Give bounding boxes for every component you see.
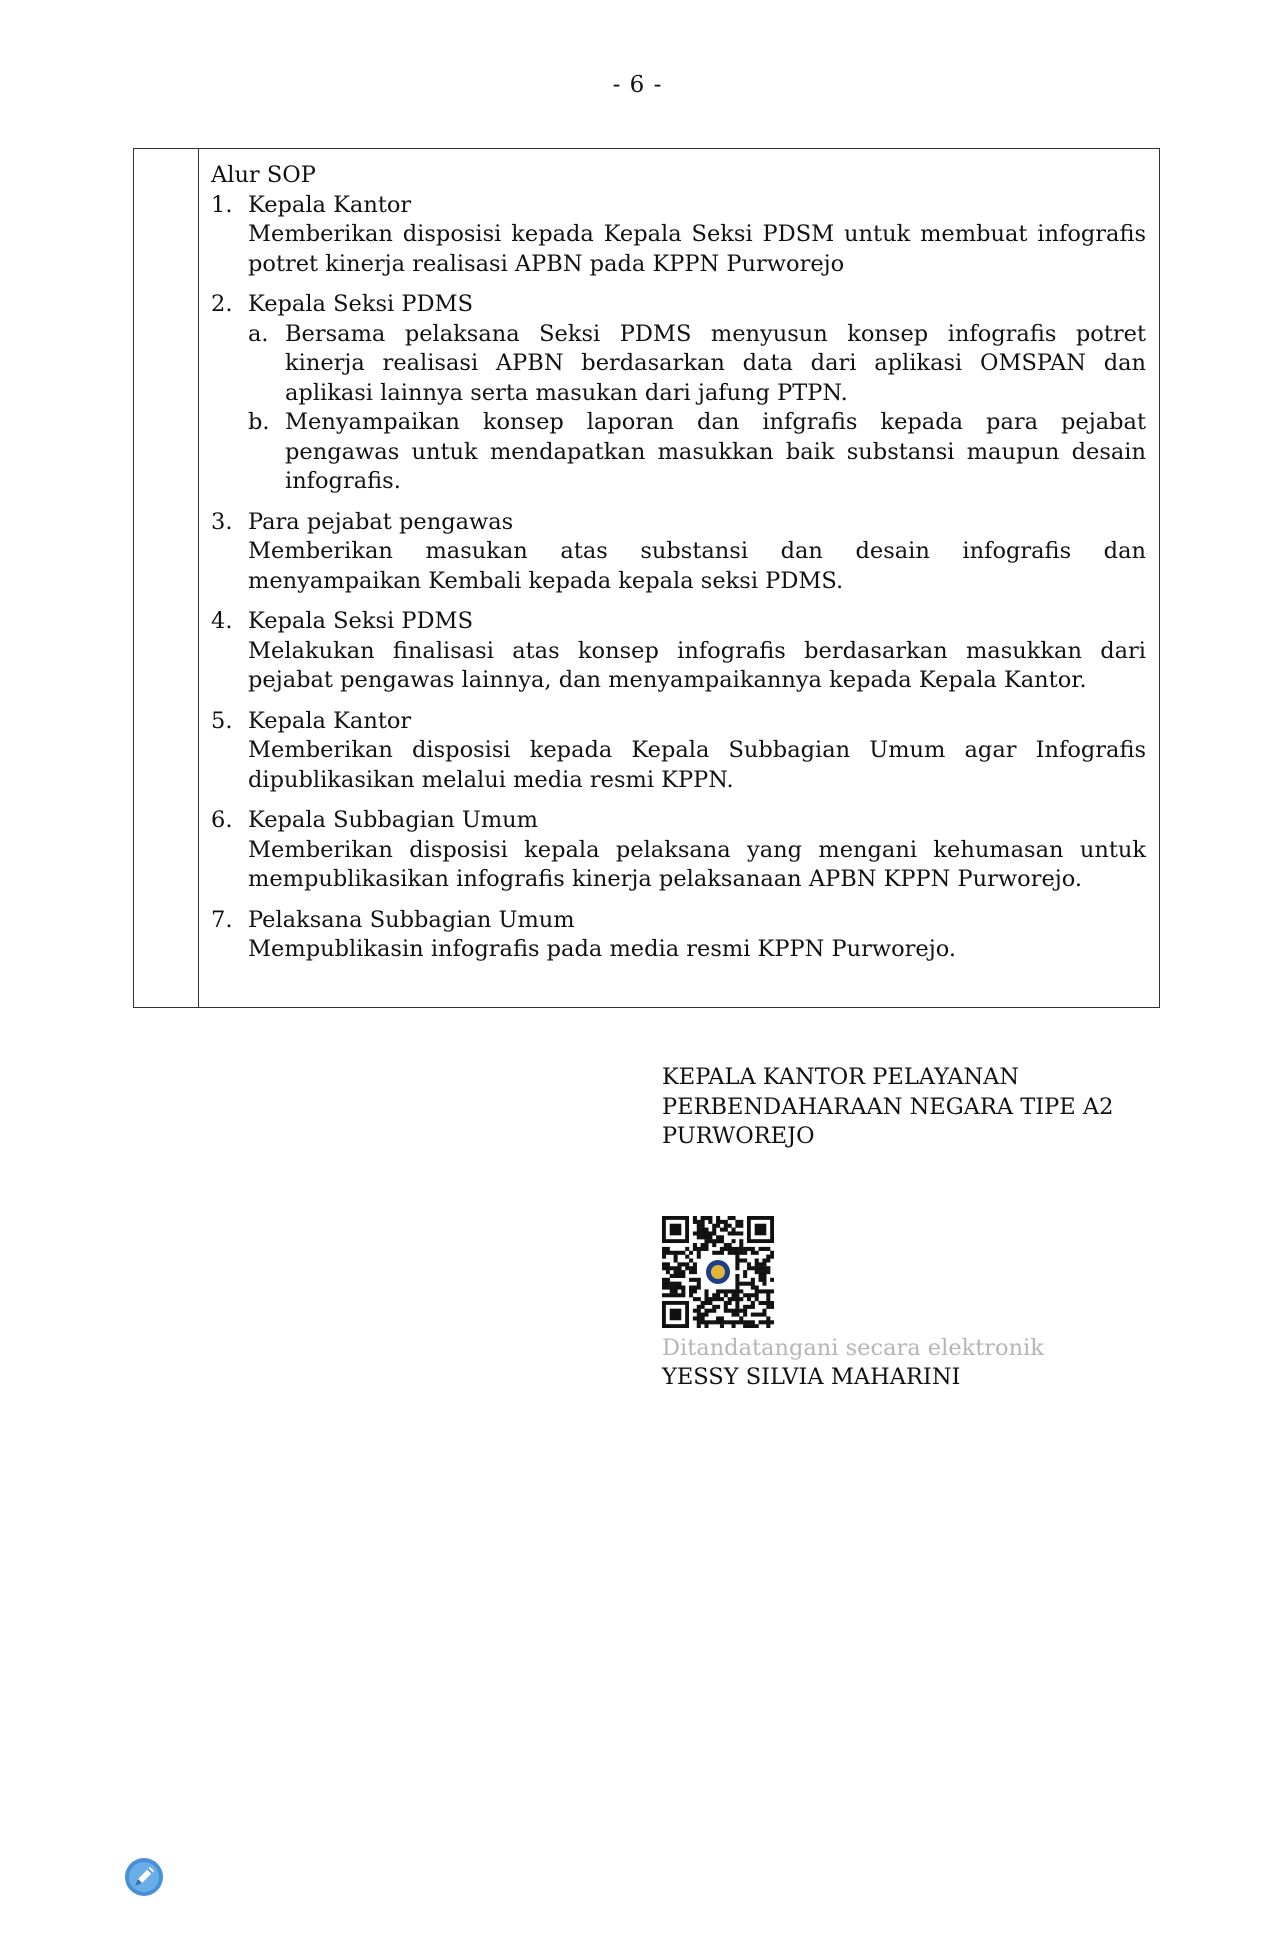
signature-block: [662, 1063, 1142, 1393]
step-description: Memberikan masukan atas substansi dan desain infografis dan menyampaikan Kembali kepada kepala seksi PDMS.: [248, 538, 1146, 594]
sub-item-letter: a.: [248, 320, 269, 347]
qr-code-icon: [662, 1216, 774, 1328]
sop-step: [211, 607, 1146, 696]
step-number: 1.: [211, 191, 233, 218]
step-description: Mempublikasin infografis pada media resmi KPPN Purworejo.: [248, 936, 957, 962]
sub-item-letter: b.: [248, 409, 270, 435]
step-description: Memberikan disposisi kepada Kepala Seksi PDSM untuk membuat infografis potret kinerja realisasi APBN pada KPPN Purworejo: [248, 221, 1146, 277]
sop-step: [211, 191, 1146, 280]
step-actor: Kepala Kantor: [248, 191, 412, 218]
sop-table: [133, 148, 1160, 1008]
step-sub-item: [248, 408, 1146, 497]
signatory-title: [662, 1063, 1142, 1152]
e-sign-note: Ditandatangani secara elektronik: [662, 1334, 1044, 1361]
step-actor: Para pejabat pengawas: [248, 508, 514, 535]
sop-step: [211, 806, 1146, 895]
step-actor: Pelaksana Subbagian Umum: [248, 906, 575, 933]
step-actor: Kepala Seksi PDMS: [248, 608, 473, 634]
sop-step: [211, 707, 1146, 796]
sop-step: [211, 906, 1146, 965]
sop-step: [211, 290, 1146, 497]
signer-name: YESSY SILVIA MAHARINI: [662, 1364, 961, 1390]
signatory-title-line: PURWOREJO: [662, 1123, 815, 1149]
page-number: - 6 -: [612, 72, 663, 98]
signatory-title-line: PERBENDAHARAAN NEGARA TIPE A2: [662, 1093, 1114, 1120]
step-actor: Kepala Kantor: [248, 707, 412, 734]
sop-title: Alur SOP: [211, 162, 316, 188]
step-actor: Kepala Seksi PDMS: [248, 291, 473, 317]
step-number: 5.: [211, 707, 233, 734]
step-description: Memberikan disposisi kepala pelaksana yang mengani kehumasan untuk mempublikasikan infografis kinerja pelaksanaan APBN KPPN Purworejo.: [248, 836, 1146, 892]
sop-content: [211, 161, 1146, 976]
step-sub-list: [248, 320, 1146, 497]
step-number: 2.: [211, 291, 233, 317]
sop-steps: [211, 191, 1146, 965]
step-sub-item: [248, 320, 1146, 409]
step-description: Melakukan finalisasi atas konsep infografis berdasarkan masukkan dari pejabat pengawas lainnya, dan menyampaikannya kepada Kepala Kantor.: [248, 637, 1146, 693]
sub-item-text: Bersama pelaksana Seksi PDMS menyusun konsep infografis potret kinerja realisasi APBN berdasarkan data dari aplikasi OMSPAN dan aplikasi lainnya serta masukan dari jafung PTPN.: [285, 320, 1146, 406]
step-number: 3.: [211, 508, 233, 535]
table-left-column: [134, 149, 199, 1007]
step-number: 6.: [211, 807, 233, 833]
step-description: Memberikan disposisi kepada Kepala Subbagian Umum agar Infografis dipublikasikan melalui media resmi KPPN.: [248, 737, 1146, 793]
step-number: 7.: [211, 906, 233, 933]
sop-step: [211, 508, 1146, 597]
sub-item-text: Menyampaikan konsep laporan dan infgrafis kepada para pejabat pengawas untuk mendapatkan masukkan baik substansi maupun desain infografis.: [285, 409, 1146, 494]
step-actor: Kepala Subbagian Umum: [248, 807, 539, 833]
pen-logo-icon: [124, 1857, 164, 1897]
step-number: 4.: [211, 608, 233, 634]
signatory-title-line: KEPALA KANTOR PELAYANAN: [662, 1064, 1020, 1090]
